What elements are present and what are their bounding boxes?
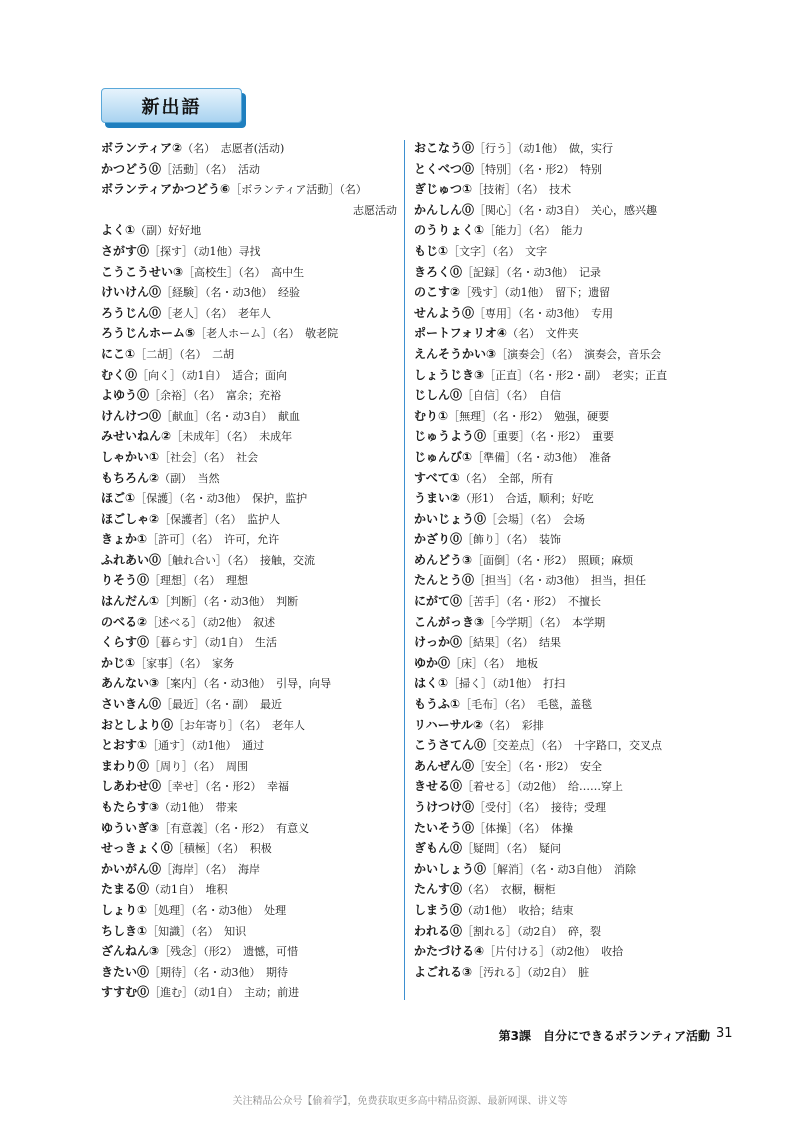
vocab-headword: かたづける④ — [414, 944, 485, 959]
vocab-headword: きょか① — [101, 532, 148, 547]
vocab-detail: ［二胡］（名） 二胡 — [135, 347, 235, 361]
header-box — [101, 88, 242, 123]
vocab-detail: ［準備］（名・动3他） 准备 — [472, 450, 612, 464]
vocab-headword: けいけん⓪ — [101, 285, 162, 300]
vocab-headword: ぎじゅつ① — [414, 182, 473, 197]
vocab-detail: ［周り］（名） 周围 — [149, 759, 249, 773]
vocab-entry — [414, 488, 714, 509]
vocab-entry — [101, 756, 397, 777]
vocab-entry — [414, 344, 714, 365]
vocab-headword: けっか⓪ — [414, 635, 463, 650]
vocab-headword: のこす② — [414, 285, 461, 300]
vocab-detail: ［期待］（名・动3他） 期待 — [149, 965, 289, 979]
vocab-entry — [101, 591, 397, 612]
vocab-headword: きせる⓪ — [414, 779, 463, 794]
vocab-detail: ［老人ホーム］（名） 敬老院 — [195, 327, 339, 341]
vocab-headword: ふれあい⓪ — [101, 552, 162, 567]
vocab-entry — [414, 220, 714, 241]
vocab-headword: とくべつ⓪ — [414, 161, 475, 176]
vocab-detail: ［残念］（形2） 遗憾，可惜 — [159, 945, 299, 959]
vocab-headword: すすむ⓪ — [101, 985, 150, 1000]
vocab-detail: ［正直］（名・形2・副） 老实；正直 — [484, 368, 668, 382]
vocab-headword: ゆか⓪ — [414, 655, 451, 670]
vocab-detail: （名） 衣橱，橱柜 — [462, 883, 556, 897]
vocab-headword: しょうじき③ — [414, 367, 485, 382]
vocab-headword: かいじょう⓪ — [414, 511, 487, 526]
vocab-detail: ［疑問］（名） 疑问 — [462, 842, 562, 856]
vocab-entry — [101, 241, 397, 262]
vocab-headword: にがて⓪ — [414, 594, 463, 609]
vocab-entry — [414, 900, 714, 921]
vocab-headword: くらす⓪ — [101, 635, 150, 650]
vocab-detail: ［交差点］（名） 十字路口，交叉点 — [486, 739, 663, 753]
vocab-headword: みせいねん② — [101, 429, 172, 444]
vocab-entry — [414, 159, 714, 180]
vocab-headword: きたい⓪ — [101, 964, 150, 979]
vocab-headword: けんけつ⓪ — [101, 408, 162, 423]
vocab-detail: ［お年寄り］（名） 老年人 — [173, 718, 306, 732]
vocab-headword: かつどう⓪ — [101, 161, 162, 176]
vocab-headword: ぎもん⓪ — [414, 841, 463, 856]
vocab-detail: ［行う］（动1他） 做，实行 — [474, 142, 614, 155]
vocab-entry — [414, 509, 714, 530]
vocab-entry — [414, 406, 714, 427]
vocab-entry — [101, 447, 397, 468]
vocab-entry — [414, 756, 714, 777]
vocab-headword: えんそうかい③ — [414, 346, 497, 361]
vocab-detail: ［理想］（名） 理想 — [149, 574, 249, 588]
vocab-entry — [101, 262, 397, 283]
vocab-detail: ［飾り］（名） 装饰 — [462, 533, 562, 547]
vocab-entry — [101, 653, 397, 674]
vocab-entry — [101, 220, 397, 241]
vocab-header — [101, 88, 246, 128]
vocab-detail: ［受付］（名） 接待；受理 — [474, 801, 607, 814]
vocab-entry — [101, 673, 397, 694]
vocab-headword: おこなう⓪ — [414, 141, 475, 155]
vocab-detail: ［処理］（名・动3他） 处理 — [147, 903, 287, 917]
vocab-entry — [101, 900, 397, 921]
vocab-detail: ［積極］（名） 积极 — [172, 842, 272, 856]
vocab-detail: ［無理］（名・形2） 勉强，硬要 — [448, 409, 610, 423]
vocab-entry — [414, 879, 714, 900]
vocab-entry — [101, 323, 397, 344]
vocab-entry — [414, 282, 714, 303]
vocab-entry — [101, 509, 397, 530]
vocab-entry — [101, 797, 397, 818]
vocab-detail: 志愿活动 — [353, 203, 397, 217]
vocab-headword: あんぜん⓪ — [414, 758, 475, 773]
vocab-detail: ［記録］（名・动3他） 记录 — [462, 265, 602, 279]
vocab-detail: ［今学期］（名） 本学期 — [484, 615, 606, 629]
vocab-headword: もうふ① — [414, 697, 461, 712]
vocab-entry — [414, 694, 714, 715]
vocab-detail: ［活動］（名） 活动 — [161, 162, 261, 176]
vocab-entry — [101, 570, 397, 591]
vocab-detail: （名） 志愿者(活动) — [182, 142, 285, 155]
vocab-entry — [414, 715, 714, 736]
vocab-entry — [414, 385, 714, 406]
vocab-entry — [414, 735, 714, 756]
vocab-headword: ほごしゃ② — [101, 511, 160, 526]
vocab-detail: ［担当］（名・动3他） 担当，担任 — [474, 574, 647, 588]
vocab-headword: よゆう⓪ — [101, 388, 150, 403]
vocab-detail: ［幸せ］（名・形2） 幸福 — [161, 780, 290, 794]
vocab-headword: かいしょう⓪ — [414, 861, 487, 876]
vocab-detail: （名） 彩排 — [483, 718, 544, 732]
vocab-headword: のべる② — [101, 614, 148, 629]
vocab-entry — [101, 921, 397, 942]
vocab-headword: ざんねん③ — [101, 944, 160, 959]
vocab-detail: ［述べる］（动2他） 叙述 — [147, 615, 276, 629]
vocab-detail: ［毛布］（名） 毛毯，盖毯 — [460, 698, 593, 712]
vocab-headword: せっきょく⓪ — [101, 841, 173, 856]
vocab-entry — [414, 426, 714, 447]
vocab-entry — [101, 879, 397, 900]
vocab-entry — [101, 138, 397, 159]
vocab-detail: ［汚れる］（动2自） 脏 — [472, 965, 590, 979]
vocab-entry — [101, 776, 397, 797]
vocab-headword: しあわせ⓪ — [101, 779, 162, 794]
vocab-detail: ［特別］（名・形2） 特别 — [474, 162, 603, 176]
vocab-entry — [101, 694, 397, 715]
vocab-headword: もちろん② — [101, 470, 160, 485]
vocab-entry — [101, 550, 397, 571]
vocab-headword: かじ① — [101, 655, 136, 670]
vocab-detail: ［未成年］（名） 未成年 — [171, 430, 293, 444]
vocab-detail: （动1他） 收拾；结束 — [462, 903, 574, 917]
vocab-entry — [414, 550, 714, 571]
vocab-entry — [414, 632, 714, 653]
vocab-detail: ［判断］（名・动3他） 判断 — [159, 595, 299, 609]
vocab-detail: ［ボランティア活動］（名） — [230, 183, 367, 197]
vocab-detail: ［面倒］（名・形2） 照顾；麻烦 — [472, 553, 634, 567]
vocab-headword: しゃかい① — [101, 449, 160, 464]
vocab-headword: りそう⓪ — [101, 573, 150, 588]
vocab-headword: こうこうせい③ — [101, 264, 184, 279]
vocab-entry — [414, 591, 714, 612]
vocab-headword: あんない③ — [101, 676, 160, 691]
vocab-entry — [101, 385, 397, 406]
vocab-detail: （副） 当然 — [159, 471, 220, 485]
vocab-detail: ［関心］（名・动3自） 关心，感兴趣 — [474, 203, 658, 217]
vocab-entry — [101, 200, 397, 221]
vocab-detail: ［技術］（名） 技术 — [472, 183, 572, 197]
vocab-detail: ［床］（名） 地板 — [450, 656, 539, 670]
vocab-detail: ［会場］（名） 会场 — [486, 512, 586, 526]
vocab-detail: ［能力］（名） 能力 — [484, 224, 584, 238]
vocab-headword: もじ① — [414, 243, 449, 258]
vocab-list-left — [101, 138, 397, 1003]
vocab-entry — [414, 921, 714, 942]
vocab-entry — [101, 838, 397, 859]
vocab-entry — [414, 529, 714, 550]
vocab-detail: ［自信］（名） 自信 — [462, 389, 562, 403]
vocab-entry — [101, 159, 397, 180]
vocab-headword: きろく⓪ — [414, 264, 463, 279]
vocab-entry — [414, 962, 714, 983]
vocab-entry — [101, 406, 397, 427]
vocab-detail: ［最近］（名・副） 最近 — [161, 698, 283, 712]
vocab-headword: うまい② — [414, 491, 461, 506]
vocab-list-right — [414, 138, 714, 982]
vocab-detail: ［苦手］（名・形2） 不擅长 — [462, 595, 602, 609]
vocab-headword: かんしん⓪ — [414, 202, 475, 217]
vocab-entry — [414, 776, 714, 797]
vocab-detail: ［暮らす］（动1自） 生活 — [149, 636, 278, 650]
vocab-detail: ［割れる］（动2自） 碎，裂 — [462, 924, 602, 938]
vocab-headword: よく① — [101, 223, 136, 238]
vocab-headword: さいきん⓪ — [101, 697, 162, 712]
vocab-detail: ［知識］（名） 知识 — [147, 924, 247, 938]
vocab-detail: （名） 全部，所有 — [459, 471, 554, 485]
vocab-detail: （动1自） 堆积 — [149, 883, 228, 897]
vocab-detail: （名） 文件夹 — [507, 327, 579, 341]
vocab-entry — [414, 138, 714, 159]
vocab-detail: ［家事］（名） 家务 — [135, 656, 235, 670]
vocab-entry — [101, 179, 397, 200]
vocab-entry — [414, 323, 714, 344]
vocab-headword: じゅうよう⓪ — [414, 429, 487, 444]
vocab-entry — [101, 303, 397, 324]
vocab-headword: われる⓪ — [414, 923, 463, 938]
vocab-detail: ［有意義］（名・形2） 有意义 — [159, 821, 310, 835]
vocab-headword: うけつけ⓪ — [414, 800, 475, 814]
vocab-entry — [414, 365, 714, 386]
vocab-headword: おとしより⓪ — [101, 717, 174, 732]
vocab-detail: ［献血］（名・动3自） 献血 — [161, 409, 301, 423]
vocab-entry — [414, 303, 714, 324]
vocab-headword: せんよう⓪ — [414, 305, 475, 320]
vocab-detail: ［演奏会］（名） 演奏会，音乐会 — [496, 347, 662, 361]
vocab-headword: ゆういぎ③ — [101, 820, 160, 835]
vocab-headword: はんだん① — [101, 594, 160, 609]
vocab-entry — [101, 962, 397, 983]
vocab-entry — [414, 612, 714, 633]
vocab-entry — [414, 818, 714, 839]
vocab-detail: ［専用］（名・动3他） 专用 — [474, 306, 614, 320]
vocab-detail: ［海岸］（名） 海岸 — [161, 862, 261, 876]
vocab-entry — [414, 447, 714, 468]
vocab-entry — [101, 715, 397, 736]
vocab-detail: （副）好好地 — [135, 224, 202, 238]
vocab-headword: しょり① — [101, 902, 148, 917]
vocab-headword: しまう⓪ — [414, 902, 463, 917]
vocab-detail: ［片付ける］（动2他） 收拾 — [484, 945, 624, 959]
vocab-entry — [414, 653, 714, 674]
vocab-detail: ［残す］（动1他） 留下；遗留 — [460, 286, 611, 300]
column-divider — [404, 140, 405, 1000]
vocab-entry — [414, 241, 714, 262]
vocab-headword: たんす⓪ — [414, 882, 463, 897]
vocab-detail: ［触れ合い］（名） 接触，交流 — [161, 553, 316, 567]
vocab-headword: じゅんび① — [414, 449, 473, 464]
vocab-entry — [101, 488, 397, 509]
vocab-detail: ［保護］（名・动3他） 保护，监护 — [135, 492, 308, 506]
vocab-entry — [101, 282, 397, 303]
vocab-detail: ［進む］（动1自） 主动；前进 — [149, 986, 300, 1000]
vocab-entry — [414, 179, 714, 200]
vocab-headword: さがす⓪ — [101, 243, 150, 258]
vocab-entry — [101, 859, 397, 880]
vocab-detail: ［余裕］（名） 富余；充裕 — [149, 389, 282, 403]
vocab-entry — [101, 344, 397, 365]
vocab-headword: こうさてん⓪ — [414, 738, 487, 753]
vocab-detail: ［掃く］（动1他） 打扫 — [448, 677, 566, 691]
vocab-detail: ［体操］（名） 体操 — [474, 821, 574, 835]
vocab-entry — [414, 797, 714, 818]
vocab-entry — [414, 200, 714, 221]
vocab-entry — [101, 365, 397, 386]
vocab-detail: ［社会］（名） 社会 — [159, 450, 259, 464]
watermark-text: 关注精品公众号【偷着学】，免费获取更多高中精品资源、最新网课、讲义等 — [232, 1096, 568, 1107]
vocab-entry — [414, 838, 714, 859]
vocab-headword: ちしき① — [101, 923, 148, 938]
page-number: 31 — [716, 1026, 733, 1041]
vocab-entry — [414, 941, 714, 962]
vocab-detail: ［老人］（名） 老年人 — [161, 306, 272, 320]
vocab-detail: ［高校生］（名） 高中生 — [183, 265, 305, 279]
vocab-entry — [414, 673, 714, 694]
vocab-detail: ［通す］（动1他） 通过 — [147, 739, 265, 753]
vocab-detail: ［重要］（名・形2） 重要 — [486, 430, 615, 444]
vocab-headword: たんとう⓪ — [414, 573, 475, 588]
vocab-detail: ［案内］（名・动3他） 引导，向导 — [159, 677, 332, 691]
vocab-detail: ［文字］（名） 文字 — [448, 244, 548, 258]
vocab-detail: ［保護者］（名） 监护人 — [159, 512, 281, 526]
vocab-entry — [101, 632, 397, 653]
vocab-entry — [101, 612, 397, 633]
vocab-headword: まわり⓪ — [101, 758, 150, 773]
vocab-entry — [414, 859, 714, 880]
vocab-entry — [101, 735, 397, 756]
vocab-entry — [101, 468, 397, 489]
vocab-headword: かいがん⓪ — [101, 861, 162, 876]
vocab-headword: ボランティア② — [101, 141, 183, 155]
vocab-headword: ろうじん⓪ — [101, 305, 162, 320]
vocab-headword: むり① — [414, 408, 449, 423]
vocab-detail: （形1） 合适，顺利；好吃 — [460, 492, 594, 506]
vocab-headword: のうりょく① — [414, 223, 485, 238]
vocab-detail: ［探す］（动1他）寻找 — [149, 244, 261, 258]
vocab-entry — [414, 570, 714, 591]
vocab-entry — [101, 941, 397, 962]
vocab-entry — [101, 529, 397, 550]
vocab-headword: こんがっき③ — [414, 614, 485, 629]
vocab-headword: もたらす③ — [101, 800, 160, 814]
vocab-headword: はく① — [414, 676, 449, 691]
vocab-headword: ほご① — [101, 491, 136, 506]
vocab-headword: むく⓪ — [101, 367, 138, 382]
vocab-detail: ［許可］（名） 许可，允许 — [147, 533, 280, 547]
vocab-headword: かざり⓪ — [414, 532, 463, 547]
vocab-detail: ［安全］（名・形2） 安全 — [474, 759, 603, 773]
vocab-detail: ［経験］（名・动3他） 经验 — [161, 286, 301, 300]
vocab-headword: すべて① — [414, 470, 460, 485]
vocab-headword: たいそう⓪ — [414, 820, 475, 835]
vocab-entry — [414, 468, 714, 489]
vocab-detail: ［解消］（名・动3自他） 消除 — [486, 862, 637, 876]
vocab-headword: めんどう③ — [414, 552, 473, 567]
vocab-headword: リハーサル② — [414, 717, 484, 732]
vocab-entry — [414, 262, 714, 283]
vocab-headword: ボランティアかつどう⑥ — [101, 182, 231, 197]
vocab-entry — [101, 982, 397, 1003]
vocab-entry — [101, 426, 397, 447]
vocab-headword: ろうじんホーム⑤ — [101, 326, 196, 341]
vocab-detail: （动1他） 带来 — [159, 801, 238, 814]
lesson-title: 第3課 自分にできるボランティア活動 — [498, 1029, 710, 1043]
vocab-headword: にこ① — [101, 346, 136, 361]
vocab-headword: とおす① — [101, 738, 148, 753]
vocab-headword: ポートフォリオ④ — [414, 326, 508, 341]
vocab-detail: ［結果］（名） 结果 — [462, 636, 562, 650]
vocab-headword: じしん⓪ — [414, 388, 463, 403]
vocab-detail: ［向く］（动1自） 适合；面向 — [137, 368, 288, 382]
header-title: 新出語 — [141, 96, 202, 118]
vocab-headword: よごれる③ — [414, 964, 473, 979]
vocab-entry — [101, 818, 397, 839]
vocab-headword: たまる⓪ — [101, 882, 150, 897]
vocab-detail: ［着せる］（动2他） 给……穿上 — [462, 780, 624, 794]
